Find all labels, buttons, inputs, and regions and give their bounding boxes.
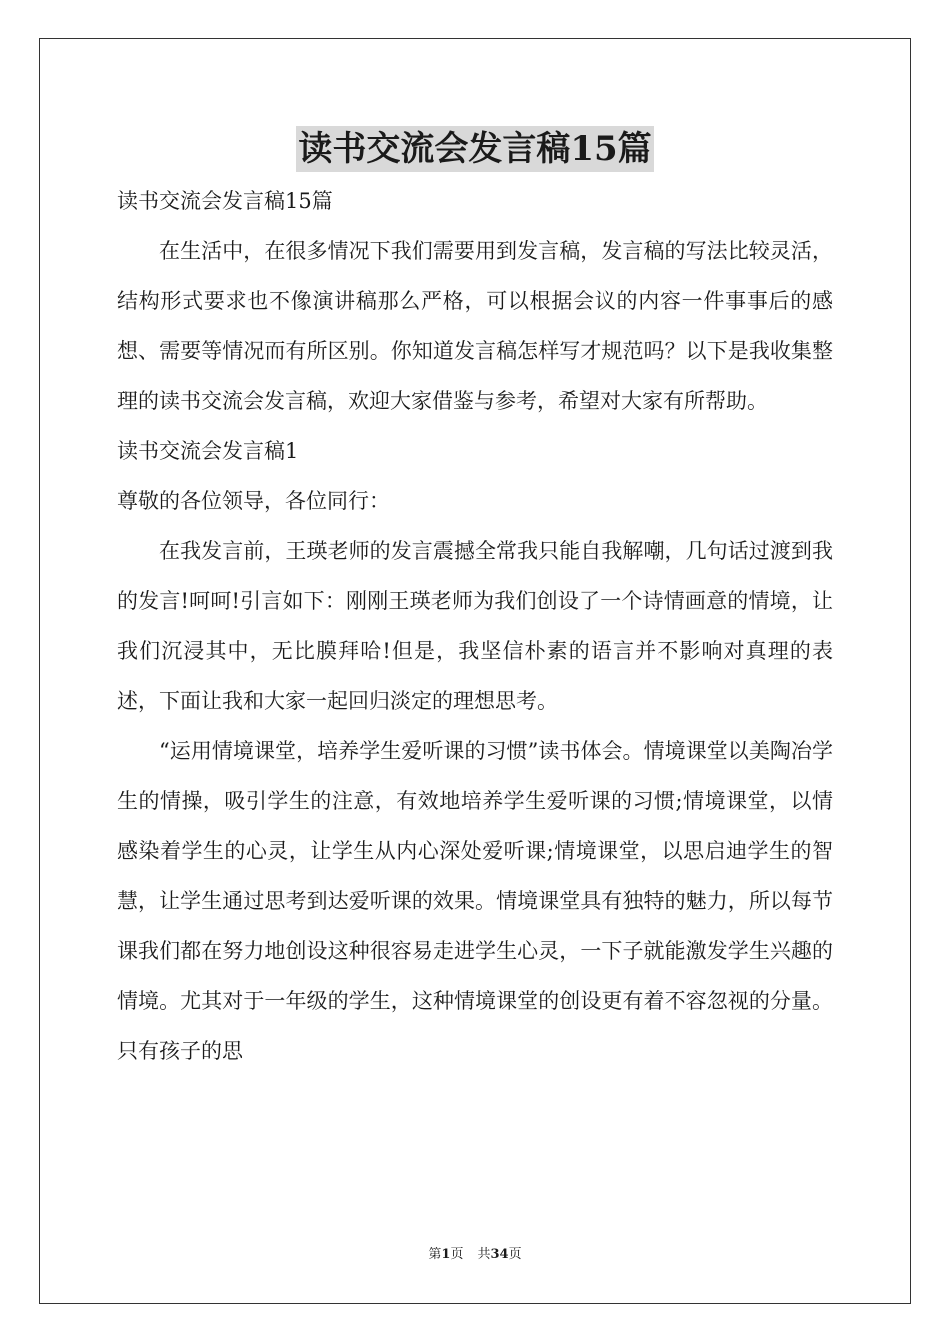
total-suffix: 页	[508, 1247, 522, 1262]
body-paragraph-2: “运用情境课堂，培养学生爱听课的习惯”读书体会。情境课堂以美陶冶学生的情操，吸引学生的注意，有效地培养学生爱听课的习惯;情境课堂，以情感染着学生的心灵，让学生从内心深处爱听课;情境课堂，以思启迪学生的智慧，让学生通过思考到达爱听课的效果。情境课堂具有独特的魅力，所以每节课我们都在努力地创设这种很容易走进学生心灵，一下子就能激发学生兴趣的情境。尤其对于一年级的学生，这种情境课堂的创设更有着不容忽视的分量。只有孩子的思	[117, 739, 833, 1063]
intro-paragraph: 在生活中，在很多情况下我们需要用到发言稿，发言稿的写法比较灵活，结构形式要求也不像演讲稿那么严格，可以根据会议的内容一件事事后的感想、需要等情况而有所区别。你知道发言稿怎样写才规范吗？以下是我收集整理的读书交流会发言稿，欢迎大家借鉴与参考，希望对大家有所帮助。	[117, 239, 833, 413]
title-container	[0, 126, 950, 172]
body-paragraph-1: 在我发言前，王瑛老师的发言震撼全常我只能自我解嘲，几句话过渡到我的发言!呵呵!引言如下：刚刚王瑛老师为我们创设了一个诗情画意的情境，让我们沉浸其中，无比膜拜哈!但是，我坚信朴素的语言并不影响对真理的表述，下面让我和大家一起回归淡定的理想思考。	[117, 539, 833, 713]
section-heading: 读书交流会发言稿1	[117, 439, 299, 463]
subtitle-paragraph: 读书交流会发言稿15篇	[117, 189, 333, 213]
page-suffix: 页	[450, 1247, 464, 1262]
page-number: 1	[441, 1247, 451, 1262]
total-pages: 34	[490, 1247, 509, 1262]
total-prefix: 共	[477, 1247, 491, 1262]
page-prefix: 第	[428, 1247, 442, 1262]
salutation-paragraph: 尊敬的各位领导，各位同行：	[117, 489, 390, 513]
document-body	[117, 176, 833, 1076]
document-title: 读书交流会发言稿15篇	[296, 126, 653, 172]
page-footer	[0, 1246, 950, 1264]
